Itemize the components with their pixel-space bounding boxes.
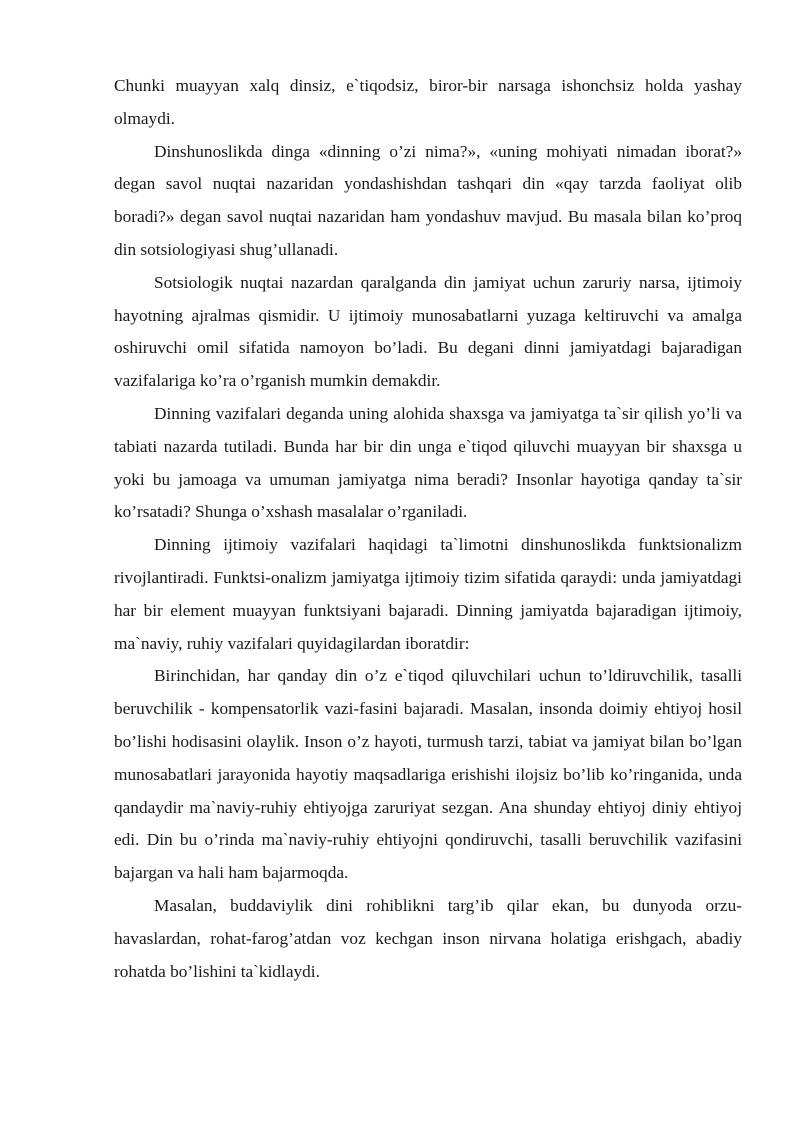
paragraph-4: Dinning vazifalari deganda uning alohida shaxsga va jamiyatga ta`sir qilish yo’li va tabiati nazarda tutiladi. Bunda har bir din unga e`tiqod qiluvchi muayyan bir shaxsga u yoki bu jamoaga va umuman jamiyatga nima beradi? Insonlar hayotiga qanday ta`sir ko’rsatadi? Shunga o’xshash masalalar o’rganiladi. bbox=[114, 403, 742, 522]
paragraph-1: Chunki muayyan xalq dinsiz, e`tiqodsiz, biror-bir narsaga ishonchsiz holda yashay olmaydi. bbox=[114, 76, 742, 128]
document-page bbox=[114, 70, 742, 988]
paragraph-6: Birinchidan, har qanday din o’z e`tiqod qiluvchilari uchun to’ldiruvchilik, tasalli beruvchilik - kompensatorlik vazi-fasini bajaradi. Masalan, insonda doimiy ehtiyoj hosil bo’lishi hodisasini olaylik. Inson o’z hayoti, turmush tarzi, tabiat va jamiyat bilan bo’lgan munosabatlari jarayonida hayotiy maqsadlariga erishishi ilojsiz bo’lib ko’ringanida, unda qandaydir ma`naviy-ruhiy ehtiyojga zaruriyat sezgan. Ana shunday ehtiyoj diniy ehtiyoj edi. Din bu o’rinda ma`naviy-ruhiy ehtiyojni qondiruvchi, tasalli beruvchilik vazifasini bajargan va hali ham bajarmoqda. bbox=[114, 666, 742, 883]
paragraph-7: Masalan, buddaviylik dini rohiblikni targ’ib qilar ekan, bu dunyoda orzu-havaslardan, rohat-farog’atdan voz kechgan inson nirvana holatiga erishgach, abadiy rohatda bo’lishini ta`kidlaydi. bbox=[114, 895, 742, 981]
paragraph-3: Sotsiologik nuqtai nazardan qaralganda din jamiyat uchun zaruriy narsa, ijtimoiy hayotning ajralmas qismidir. U ijtimoiy munosabatlarni yuzaga keltiruvchi va amalga oshiruvchi omil sifatida namoyon bo’ladi. Bu degani dinni jamiyatdagi bajaradigan vazifalariga ko’ra o’rganish mumkin demakdir. bbox=[114, 272, 742, 391]
paragraph-5: Dinning ijtimoiy vazifalari haqidagi ta`limotni dinshunoslikda funktsionalizm rivojlantiradi. Funktsi-onalizm jamiyatga ijtimoiy tizim sifatida qaraydi: unda jamiyatdagi har bir element muayyan funktsiyani bajaradi. Dinning jamiyatda bajaradigan ijtimoiy, ma`naviy, ruhiy vazifalari quyidagilardan iboratdir: bbox=[114, 535, 742, 653]
paragraph-2: Dinshunoslikda dinga «dinning o’zi nima?», «uning mohiyati nimadan iborat?» degan savol nuqtai nazaridan yondashishdan tashqari din «qay tarzda faoliyat olib boradi?» degan savol nuqtai nazaridan ham yondashuv mavjud. Bu masala bilan ko’proq din sotsiologiyasi shug’ullanadi. bbox=[114, 141, 742, 259]
